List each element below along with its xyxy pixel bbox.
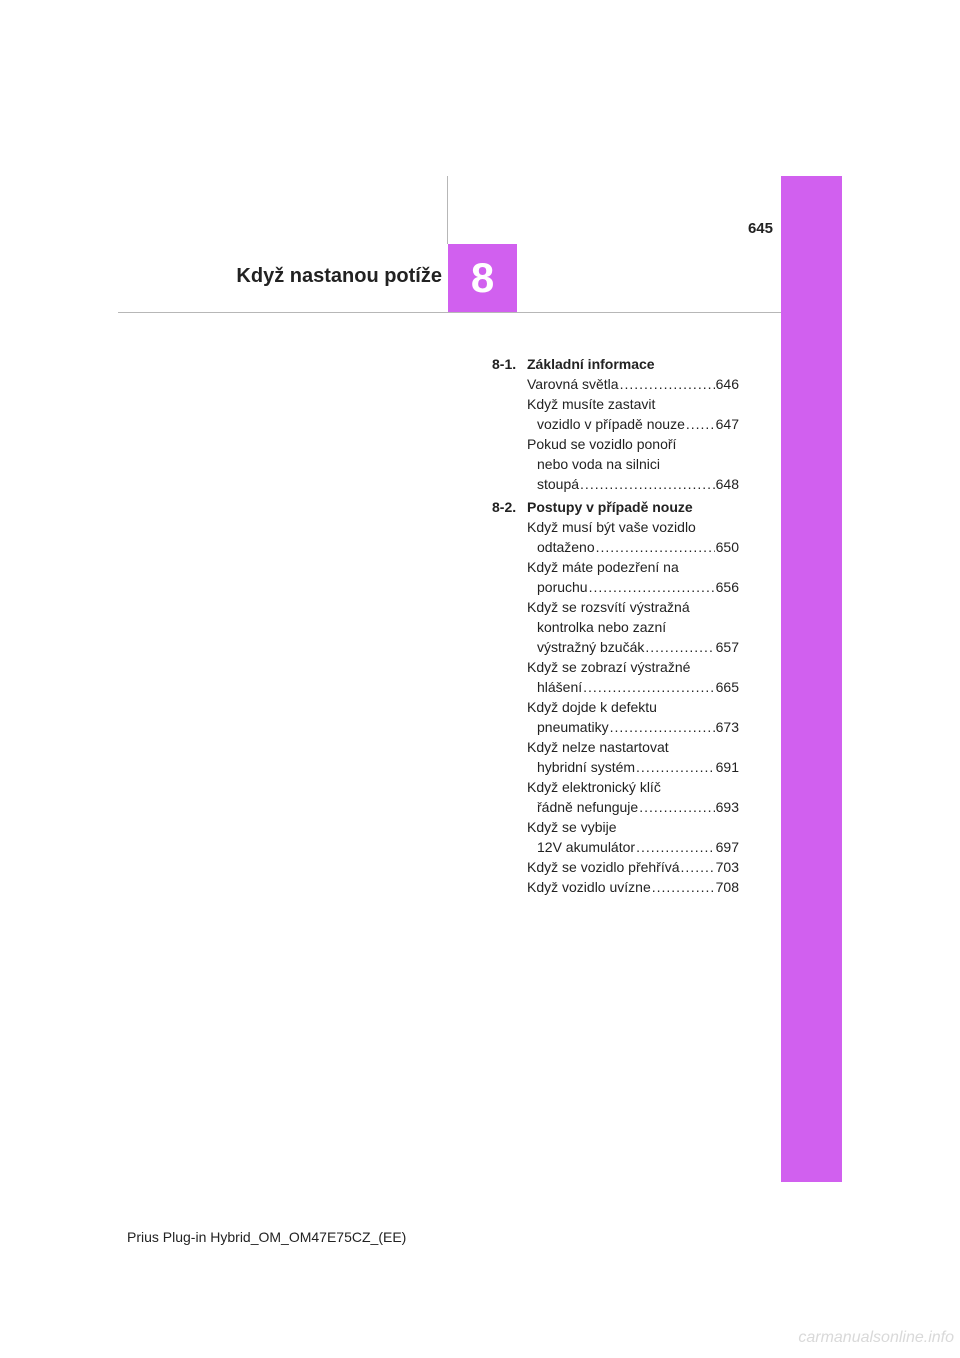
toc-entry-line: nebo voda na silnici: [537, 456, 660, 472]
toc-entry-line: [527, 757, 739, 777]
toc-section-title: Postupy v případě nouze: [527, 499, 693, 515]
toc-entry-page: 656: [715, 579, 739, 595]
toc-entry-page: 648: [715, 476, 739, 492]
toc-entry-text: 12V akumulátor: [537, 839, 636, 855]
toc-entry-line: Když dojde k defektu: [527, 699, 657, 715]
toc-entry-line: [527, 797, 739, 817]
toc-entry-line: [527, 677, 739, 697]
toc-leader-dots: [580, 474, 715, 494]
toc-leader-dots: [645, 637, 714, 657]
header-horizontal-rule: [118, 312, 783, 313]
toc-entry-page: 673: [715, 719, 739, 735]
toc-entry-line: [527, 474, 739, 494]
toc-entry-text: vozidlo v případě nouze: [537, 416, 685, 432]
toc-entry-line: [527, 577, 739, 597]
toc-entry-line: [527, 877, 739, 897]
page-number: 645: [747, 220, 773, 237]
toc-entry[interactable]: [527, 517, 739, 557]
toc-entry[interactable]: [527, 737, 739, 777]
toc-entry-line: [527, 537, 739, 557]
toc-entry[interactable]: [527, 777, 739, 817]
toc-entry-text: pneumatiky: [537, 719, 609, 735]
toc-entry-line: [527, 374, 739, 394]
toc-entry-line: [527, 857, 739, 877]
toc-entry-line: [527, 717, 739, 737]
toc-entry[interactable]: [527, 434, 739, 494]
toc-entry-line: Když se rozsvítí výstražná: [527, 599, 690, 615]
toc-entry-text: Když se vozidlo přehřívá: [527, 859, 680, 875]
toc-leader-dots: [639, 797, 714, 817]
toc-entry-page: 703: [715, 859, 739, 875]
toc-entry-line: Pokud se vozidlo ponoří: [527, 436, 677, 452]
toc-entry[interactable]: [527, 657, 739, 697]
toc-leader-dots: [636, 757, 715, 777]
toc-section-number: 8-2.: [492, 499, 517, 515]
toc-entry-text: poruchu: [537, 579, 588, 595]
toc-entry[interactable]: [527, 817, 739, 857]
toc-entry[interactable]: [527, 394, 739, 434]
footer-document-id: Prius Plug-in Hybrid_OM_OM47E75CZ_(EE): [127, 1229, 407, 1245]
toc-leader-dots: [596, 537, 715, 557]
toc-entry-page: 650: [715, 539, 739, 555]
toc-entry[interactable]: [527, 557, 739, 597]
toc-entry-page: 665: [715, 679, 739, 695]
toc-entry-line: kontrolka nebo zazní: [537, 619, 667, 635]
toc-entry-line: Když nelze nastartovat: [527, 739, 669, 755]
toc-section-heading: [492, 497, 739, 517]
header-vertical-rule: [447, 176, 448, 244]
toc-entry-text: hlášení: [537, 679, 583, 695]
toc-section-heading: [492, 354, 739, 374]
chapter-side-tab: [781, 176, 842, 1182]
toc-entry-line: Když elektronický klíč: [527, 779, 661, 795]
toc-section: [492, 497, 739, 897]
toc-leader-dots: [636, 837, 715, 857]
toc-entry-line: [527, 637, 739, 657]
toc-entry-page: 693: [715, 799, 739, 815]
toc-entry[interactable]: [527, 597, 739, 657]
toc-leader-dots: [620, 374, 715, 394]
toc-leader-dots: [583, 677, 714, 697]
toc-section-number: 8-1.: [492, 356, 517, 372]
toc-leader-dots: [686, 414, 715, 434]
toc-leader-dots: [589, 577, 715, 597]
toc-leader-dots: [681, 857, 715, 877]
toc-entry-line: Když se vybije: [527, 819, 617, 835]
toc-entry-page: 697: [715, 839, 739, 855]
toc-entry[interactable]: [527, 857, 739, 877]
chapter-number-badge: 8: [448, 244, 517, 312]
toc-leader-dots: [610, 717, 715, 737]
toc-entry-text: výstražný bzučák: [537, 639, 645, 655]
toc-entry-line: Když se zobrazí výstražné: [527, 659, 691, 675]
toc-entry-line: Když musí být vaše vozidlo: [527, 519, 696, 535]
toc-entry-line: Když máte podezření na: [527, 559, 679, 575]
toc-entry-page: 647: [715, 416, 739, 432]
toc-section: [492, 354, 739, 494]
toc-section-title: Základní informace: [527, 356, 655, 372]
toc-leader-dots: [652, 877, 715, 897]
toc-entry-line: [527, 414, 739, 434]
toc-entry-text: hybridní systém: [537, 759, 636, 775]
toc-entry-line: [527, 837, 739, 857]
toc-entry-page: 657: [715, 639, 739, 655]
toc-entry-text: odtaženo: [537, 539, 595, 555]
toc-entry-text: Varovná světla: [527, 376, 619, 392]
toc-entry[interactable]: [527, 877, 739, 897]
toc-entry-text: stoupá: [537, 476, 580, 492]
table-of-contents: [492, 354, 739, 900]
toc-entry-text: Když vozidlo uvízne: [527, 879, 651, 895]
toc-entry-page: 708: [715, 879, 739, 895]
chapter-title: Když nastanou potíže: [236, 265, 442, 287]
toc-entry[interactable]: [527, 374, 739, 394]
toc-entry-line: Když musíte zastavit: [527, 396, 656, 412]
toc-entry-page: 646: [715, 376, 739, 392]
toc-entry-page: 691: [715, 759, 739, 775]
toc-entry-text: řádně nefunguje: [537, 799, 639, 815]
toc-entry[interactable]: [527, 697, 739, 737]
watermark: carmanualsonline.info: [798, 1329, 954, 1346]
